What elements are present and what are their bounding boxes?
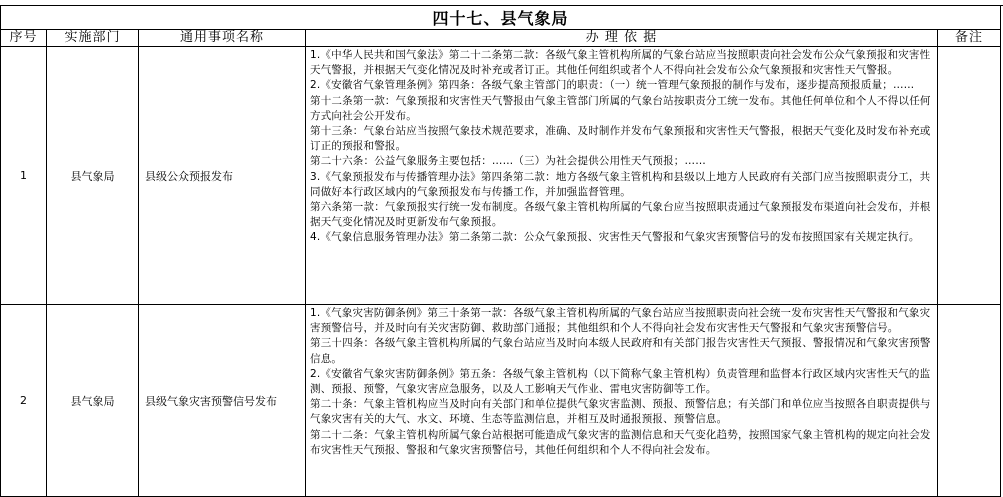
basis-paragraph: 3.《气象预报发布与传播管理办法》第四条第二款：地方各级气象主管机构和县级以上地方人民政府有关部门应当按照职责分工，共同做好本行政区域内的气象预报发布与传播工作，并加强监督管理。 — [310, 170, 931, 198]
remark-cell — [938, 47, 1001, 305]
data-table — [0, 5, 1001, 497]
header-row — [1, 30, 1001, 47]
item-name-cell: 县级气象灾害预警信号发布 — [139, 305, 306, 497]
item-name-cell: 县级公众预报发布 — [139, 47, 306, 305]
department-cell: 县气象局 — [47, 305, 139, 497]
department-cell: 县气象局 — [47, 47, 139, 305]
header-remark: 备注 — [938, 30, 1001, 47]
basis-paragraph: 第十三条：气象台站应当按照气象技术规范要求，准确、及时制作并发布气象预报和灾害性天气警报，根据天气变化及时发布补充或订正的预报和警报。 — [310, 125, 931, 153]
header-no: 序号 — [1, 30, 47, 47]
header-name: 通用事项名称 — [139, 30, 306, 47]
basis-paragraph: 第六条第一款：气象预报实行统一发布制度。各级气象主管机构所属的气象台应当按照职责通过气象预报发布渠道向社会发布，并根据天气变化情况及时更新发布气象预报。 — [310, 201, 931, 229]
basis-paragraph: 1.《气象灾害防御条例》第三十条第一款：各级气象主管机构所属的气象台站应当按照职责向社会统一发布灾害性天气警报和气象灾害预警信号，并及时向有关灾害防御、救助部门通报；其他组织和个人不得向社会发布灾害性天气警报和气象灾害预警信号。 — [310, 307, 931, 335]
basis-paragraph: 第二十六条：公益气象服务主要包括：……（三）为社会提供公用性天气预报；…… — [310, 155, 706, 168]
basis-paragraph: 2.《安徽省气象管理条例》第四条：各级气象主管部门的职责：（一）统一管理气象预报的制作与发布，逐步提高预报质量；…… — [310, 79, 915, 92]
header-dept: 实施部门 — [47, 30, 139, 47]
row-number: 2 — [1, 305, 47, 497]
row-number: 1 — [1, 47, 47, 305]
basis-cell — [306, 305, 938, 497]
section-title-row — [1, 6, 1001, 30]
basis-paragraph: 4.《气象信息服务管理办法》第二条第二款：公众气象预报、灾害性天气警报和气象灾害预警信号的发布按照国家有关规定执行。 — [310, 231, 920, 244]
basis-paragraph: 2.《安徽省气象灾害防御条例》第五条：各级气象主管机构（以下简称气象主管机构）负责管理和监督本行政区域内灾害性天气的监测、预报、预警，气象灾害应急服务，以及人工影响天气作业、雷电灾害防御等工作。 — [310, 367, 931, 396]
basis-paragraph: 第二十二条：气象主管机构所属气象台站根据可能造成气象灾害的监测信息和天气变化趋势，按照国家气象主管机构的规定向社会发布灾害性天气预报、警报和气象灾害预警信号，其他任何组织和个人不得向社会发布。 — [310, 428, 931, 456]
basis-paragraph: 第十二条第一款：气象预报和灾害性天气警报由气象主管部门所属的气象台站按职责分工统一发布。其他任何单位和个人不得以任何方式向社会公开发布。 — [310, 94, 931, 122]
basis-paragraph: 1.《中华人民共和国气象法》第二十二条第二款：各级气象主管机构所属的气象台站应当按照职责向社会发布公众气象预报和灾害性天气警报，并根据天气变化情况及时补充或者订正。其他任何组织或者个人不得向社会发布公众气象预报和灾害性天气警报。 — [310, 49, 931, 77]
table-row — [1, 305, 1001, 497]
basis-paragraph: 第三十四条：各级气象主管机构所属的气象台站应当及时向本级人民政府和有关部门报告灾害性天气预报、警报情况和气象灾害预警信息。 — [310, 337, 931, 365]
remark-cell — [938, 305, 1001, 497]
section-title: 四十七、县气象局 — [1, 6, 1001, 30]
basis-paragraph: 第二十条：气象主管机构应当及时向有关部门和单位提供气象灾害监测、预报、预警信息；有关部门和单位应当按照各自职责提供与气象灾害有关的大气、水文、环境、生态等监测信息，并相互及时通报预报、预警信息。 — [310, 398, 931, 426]
table-row — [1, 47, 1001, 305]
basis-cell — [306, 47, 938, 305]
header-basis: 办 理 依 据 — [306, 30, 938, 47]
